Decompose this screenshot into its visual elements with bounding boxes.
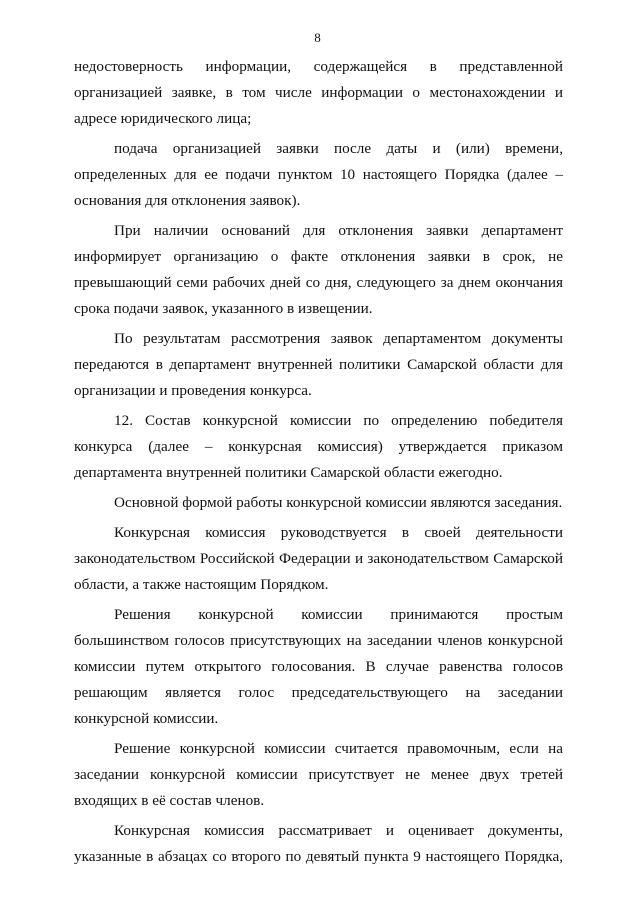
paragraph-continuation: недостоверность информации, содержащейся в представленной организацией заявке, в том числе информации о местонахождении и адресе юридического лица;	[74, 58, 563, 127]
paragraph: По результатам рассмотрения заявок департаментом документы передаются в департамент внутренней политики Самарской области для организации и проведения конкурса.	[74, 330, 563, 399]
paragraph: Основной формой работы конкурсной комиссии являются заседания.	[114, 494, 563, 511]
document-body	[74, 54, 563, 874]
paragraph: Решение конкурсной комиссии считается правомочным, если на заседании конкурсной комиссии присутствует не менее двух третей входящих в её состав членов.	[74, 740, 563, 809]
paragraph-continued-next-page: Конкурсная комиссия рассматривает и оценивает документы, указанные в абзацах со второго по девятый пункта 9 настоящего Порядка,	[74, 822, 563, 865]
paragraph: Конкурсная комиссия руководствуется в своей деятельности законодательством Российской Федерации и законодательством Самарской области, а также настоящим Порядком.	[74, 524, 563, 593]
paragraph-item-12: 12. Состав конкурсной комиссии по определению победителя конкурса (далее – конкурсная комиссия) утверждается приказом департамента внутренней политики Самарской области ежегодно.	[74, 412, 563, 481]
page-number: 8	[314, 30, 321, 45]
paragraph: При наличии оснований для отклонения заявки департамент информирует организацию о факте отклонения заявки в срок, не превышающий семи рабочих дней со дня, следующего за днем окончания срока подачи заявок, указанного в извещении.	[74, 222, 563, 317]
paragraph: Решения конкурсной комиссии принимаются простым большинством голосов присутствующих на заседании членов конкурсной комиссии путем открытого голосования. В случае равенства голосов решающим является голос председательствующего на заседании конкурсной комиссии.	[74, 606, 563, 727]
paragraph: подача организацией заявки после даты и (или) времени, определенных для ее подачи пунктом 10 настоящего Порядка (далее – основания для отклонения заявок).	[74, 140, 563, 209]
